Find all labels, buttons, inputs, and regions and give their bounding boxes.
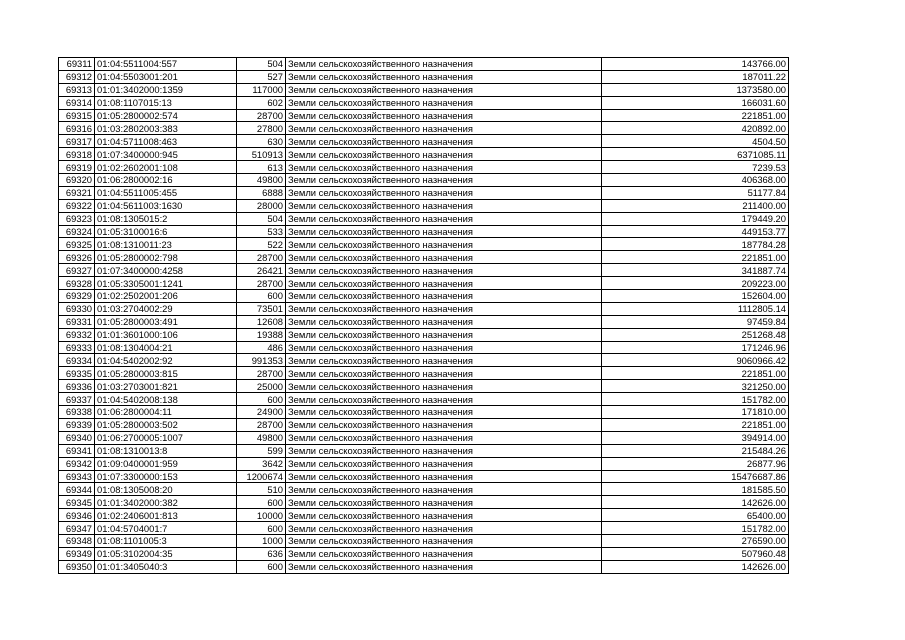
cadastral-value-cell: 1112805.14 bbox=[602, 302, 789, 315]
cadastral-number-cell: 01:03:2704002:29 bbox=[95, 302, 237, 315]
cadastral-value-cell: 187011.22 bbox=[602, 70, 789, 83]
row-number-cell: 69326 bbox=[59, 251, 95, 264]
table-row bbox=[59, 238, 789, 251]
row-number-cell: 69319 bbox=[59, 161, 95, 174]
area-cell: 527 bbox=[237, 70, 286, 83]
row-number-cell: 69336 bbox=[59, 380, 95, 393]
cadastral-value-cell: 221851.00 bbox=[602, 251, 789, 264]
cadastral-value-cell: 143766.00 bbox=[602, 58, 789, 71]
table-row bbox=[59, 522, 789, 535]
cadastral-number-cell: 01:07:3400000:4258 bbox=[95, 264, 237, 277]
row-number-cell: 69327 bbox=[59, 264, 95, 277]
land-category-cell: Земли сельскохозяйственного назначения bbox=[286, 522, 602, 535]
cadastral-number-cell: 01:04:5711008:463 bbox=[95, 135, 237, 148]
area-cell: 26421 bbox=[237, 264, 286, 277]
area-cell: 73501 bbox=[237, 302, 286, 315]
area-cell: 486 bbox=[237, 341, 286, 354]
land-category-cell: Земли сельскохозяйственного назначения bbox=[286, 264, 602, 277]
area-cell: 1200674 bbox=[237, 470, 286, 483]
cadastral-value-cell: 276590.00 bbox=[602, 534, 789, 547]
cadastral-value-cell: 181585.50 bbox=[602, 483, 789, 496]
land-category-cell: Земли сельскохозяйственного назначения bbox=[286, 122, 602, 135]
cadastral-number-cell: 01:05:2800002:574 bbox=[95, 109, 237, 122]
cadastral-number-cell: 01:04:5402008:138 bbox=[95, 393, 237, 406]
area-cell: 613 bbox=[237, 161, 286, 174]
area-cell: 49800 bbox=[237, 174, 286, 187]
area-cell: 10000 bbox=[237, 509, 286, 522]
table-row bbox=[59, 457, 789, 470]
table-row bbox=[59, 96, 789, 109]
cadastral-number-cell: 01:05:2800002:798 bbox=[95, 251, 237, 264]
cadastral-value-cell: 65400.00 bbox=[602, 509, 789, 522]
area-cell: 19388 bbox=[237, 328, 286, 341]
land-category-cell: Земли сельскохозяйственного назначения bbox=[286, 315, 602, 328]
cadastral-value-cell: 1373580.00 bbox=[602, 83, 789, 96]
row-number-cell: 69339 bbox=[59, 418, 95, 431]
cadastral-number-cell: 01:01:3601000:106 bbox=[95, 328, 237, 341]
table-row bbox=[59, 470, 789, 483]
table-row bbox=[59, 418, 789, 431]
area-cell: 600 bbox=[237, 496, 286, 509]
row-number-cell: 69317 bbox=[59, 135, 95, 148]
land-category-cell: Земли сельскохозяйственного назначения bbox=[286, 161, 602, 174]
land-category-cell: Земли сельскохозяйственного назначения bbox=[286, 251, 602, 264]
row-number-cell: 69316 bbox=[59, 122, 95, 135]
cadastral-number-cell: 01:07:3300000:153 bbox=[95, 470, 237, 483]
area-cell: 600 bbox=[237, 290, 286, 303]
land-category-cell: Земли сельскохозяйственного назначения bbox=[286, 238, 602, 251]
land-category-cell: Земли сельскохозяйственного назначения bbox=[286, 393, 602, 406]
row-number-cell: 69318 bbox=[59, 148, 95, 161]
cadastral-value-cell: 166031.60 bbox=[602, 96, 789, 109]
land-category-cell: Земли сельскохозяйственного назначения bbox=[286, 58, 602, 71]
table-row bbox=[59, 199, 789, 212]
land-category-cell: Земли сельскохозяйственного назначения bbox=[286, 406, 602, 419]
row-number-cell: 69342 bbox=[59, 457, 95, 470]
cadastral-number-cell: 01:06:2700005:1007 bbox=[95, 431, 237, 444]
area-cell: 117000 bbox=[237, 83, 286, 96]
cadastral-number-cell: 01:05:2800003:502 bbox=[95, 418, 237, 431]
row-number-cell: 69343 bbox=[59, 470, 95, 483]
area-cell: 991353 bbox=[237, 354, 286, 367]
table-row bbox=[59, 122, 789, 135]
cadastral-number-cell: 01:05:2800003:815 bbox=[95, 367, 237, 380]
cadastral-number-cell: 01:05:3102004:35 bbox=[95, 547, 237, 560]
land-category-cell: Земли сельскохозяйственного назначения bbox=[286, 199, 602, 212]
cadastral-value-cell: 406368.00 bbox=[602, 174, 789, 187]
row-number-cell: 69329 bbox=[59, 290, 95, 303]
row-number-cell: 69330 bbox=[59, 302, 95, 315]
table-row bbox=[59, 393, 789, 406]
cadastral-number-cell: 01:05:2800003:491 bbox=[95, 315, 237, 328]
cadastral-number-cell: 01:04:5402002:92 bbox=[95, 354, 237, 367]
land-category-cell: Земли сельскохозяйственного назначения bbox=[286, 483, 602, 496]
area-cell: 636 bbox=[237, 547, 286, 560]
table-row bbox=[59, 161, 789, 174]
row-number-cell: 69341 bbox=[59, 444, 95, 457]
area-cell: 600 bbox=[237, 560, 286, 573]
row-number-cell: 69344 bbox=[59, 483, 95, 496]
cadastral-value-cell: 221851.00 bbox=[602, 418, 789, 431]
row-number-cell: 69334 bbox=[59, 354, 95, 367]
cadastral-number-cell: 01:05:3100016:6 bbox=[95, 225, 237, 238]
row-number-cell: 69311 bbox=[59, 58, 95, 71]
table-row bbox=[59, 251, 789, 264]
table-row bbox=[59, 367, 789, 380]
cadastral-value-cell: 26877.96 bbox=[602, 457, 789, 470]
cadastral-number-cell: 01:08:1101005:3 bbox=[95, 534, 237, 547]
land-category-cell: Земли сельскохозяйственного назначения bbox=[286, 367, 602, 380]
land-category-cell: Земли сельскохозяйственного назначения bbox=[286, 457, 602, 470]
cadastral-value-cell: 4504.50 bbox=[602, 135, 789, 148]
row-number-cell: 69338 bbox=[59, 406, 95, 419]
area-cell: 510 bbox=[237, 483, 286, 496]
row-number-cell: 69320 bbox=[59, 174, 95, 187]
cadastral-value-cell: 6371085.11 bbox=[602, 148, 789, 161]
table-row bbox=[59, 560, 789, 573]
area-cell: 600 bbox=[237, 522, 286, 535]
cadastral-number-cell: 01:02:2602001:108 bbox=[95, 161, 237, 174]
table-row bbox=[59, 341, 789, 354]
row-number-cell: 69323 bbox=[59, 212, 95, 225]
land-category-cell: Земли сельскохозяйственного назначения bbox=[286, 212, 602, 225]
land-category-cell: Земли сельскохозяйственного назначения bbox=[286, 290, 602, 303]
area-cell: 12608 bbox=[237, 315, 286, 328]
cadastral-value-cell: 179449.20 bbox=[602, 212, 789, 225]
cadastral-value-cell: 394914.00 bbox=[602, 431, 789, 444]
cadastral-value-cell: 507960.48 bbox=[602, 547, 789, 560]
area-cell: 28700 bbox=[237, 277, 286, 290]
table-row bbox=[59, 83, 789, 96]
cadastral-value-cell: 142626.00 bbox=[602, 496, 789, 509]
land-category-cell: Земли сельскохозяйственного назначения bbox=[286, 341, 602, 354]
table-row bbox=[59, 444, 789, 457]
row-number-cell: 69345 bbox=[59, 496, 95, 509]
cadastral-value-cell: 97459.84 bbox=[602, 315, 789, 328]
table-row bbox=[59, 302, 789, 315]
land-registry-table bbox=[58, 57, 789, 574]
table-row bbox=[59, 70, 789, 83]
area-cell: 602 bbox=[237, 96, 286, 109]
cadastral-value-cell: 449153.77 bbox=[602, 225, 789, 238]
table-row bbox=[59, 406, 789, 419]
land-category-cell: Земли сельскохозяйственного назначения bbox=[286, 418, 602, 431]
area-cell: 533 bbox=[237, 225, 286, 238]
cadastral-number-cell: 01:03:2703001:821 bbox=[95, 380, 237, 393]
cadastral-number-cell: 01:06:2800002:16 bbox=[95, 174, 237, 187]
cadastral-value-cell: 251268.48 bbox=[602, 328, 789, 341]
row-number-cell: 69349 bbox=[59, 547, 95, 560]
row-number-cell: 69348 bbox=[59, 534, 95, 547]
area-cell: 3642 bbox=[237, 457, 286, 470]
cadastral-value-cell: 7239.53 bbox=[602, 161, 789, 174]
cadastral-value-cell: 151782.00 bbox=[602, 522, 789, 535]
cadastral-value-cell: 187784.28 bbox=[602, 238, 789, 251]
area-cell: 28700 bbox=[237, 251, 286, 264]
table-row bbox=[59, 148, 789, 161]
cadastral-number-cell: 01:08:1310011:23 bbox=[95, 238, 237, 251]
cadastral-value-cell: 215484.26 bbox=[602, 444, 789, 457]
area-cell: 599 bbox=[237, 444, 286, 457]
land-category-cell: Земли сельскохозяйственного назначения bbox=[286, 148, 602, 161]
area-cell: 6888 bbox=[237, 186, 286, 199]
table-row bbox=[59, 328, 789, 341]
land-category-cell: Земли сельскохозяйственного назначения bbox=[286, 380, 602, 393]
area-cell: 504 bbox=[237, 212, 286, 225]
land-category-cell: Земли сельскохозяйственного назначения bbox=[286, 109, 602, 122]
row-number-cell: 69324 bbox=[59, 225, 95, 238]
table-row bbox=[59, 509, 789, 522]
row-number-cell: 69313 bbox=[59, 83, 95, 96]
row-number-cell: 69333 bbox=[59, 341, 95, 354]
cadastral-number-cell: 01:06:2800004:11 bbox=[95, 406, 237, 419]
table-row bbox=[59, 431, 789, 444]
row-number-cell: 69332 bbox=[59, 328, 95, 341]
table-row bbox=[59, 483, 789, 496]
cadastral-number-cell: 01:04:5503001:201 bbox=[95, 70, 237, 83]
cadastral-value-cell: 142626.00 bbox=[602, 560, 789, 573]
land-category-cell: Земли сельскохозяйственного назначения bbox=[286, 328, 602, 341]
table-row bbox=[59, 380, 789, 393]
row-number-cell: 69315 bbox=[59, 109, 95, 122]
table-row bbox=[59, 354, 789, 367]
cadastral-number-cell: 01:03:2802003:383 bbox=[95, 122, 237, 135]
land-category-cell: Земли сельскохозяйственного назначения bbox=[286, 547, 602, 560]
cadastral-value-cell: 341887.74 bbox=[602, 264, 789, 277]
table-row bbox=[59, 58, 789, 71]
cadastral-number-cell: 01:08:1310013:8 bbox=[95, 444, 237, 457]
land-category-cell: Земли сельскохозяйственного назначения bbox=[286, 225, 602, 238]
area-cell: 28700 bbox=[237, 418, 286, 431]
row-number-cell: 69322 bbox=[59, 199, 95, 212]
cadastral-number-cell: 01:08:1304004:21 bbox=[95, 341, 237, 354]
row-number-cell: 69350 bbox=[59, 560, 95, 573]
area-cell: 522 bbox=[237, 238, 286, 251]
cadastral-value-cell: 321250.00 bbox=[602, 380, 789, 393]
row-number-cell: 69328 bbox=[59, 277, 95, 290]
row-number-cell: 69346 bbox=[59, 509, 95, 522]
cadastral-number-cell: 01:07:3400000:945 bbox=[95, 148, 237, 161]
cadastral-value-cell: 221851.00 bbox=[602, 109, 789, 122]
cadastral-value-cell: 51177.84 bbox=[602, 186, 789, 199]
cadastral-value-cell: 15476687.86 bbox=[602, 470, 789, 483]
land-category-cell: Земли сельскохозяйственного назначения bbox=[286, 354, 602, 367]
table-row bbox=[59, 290, 789, 303]
land-category-cell: Земли сельскохозяйственного назначения bbox=[286, 135, 602, 148]
land-category-cell: Земли сельскохозяйственного назначения bbox=[286, 302, 602, 315]
area-cell: 504 bbox=[237, 58, 286, 71]
cadastral-value-cell: 171810.00 bbox=[602, 406, 789, 419]
cadastral-value-cell: 9060966.42 bbox=[602, 354, 789, 367]
cadastral-number-cell: 01:04:5511005:455 bbox=[95, 186, 237, 199]
land-category-cell: Земли сельскохозяйственного назначения bbox=[286, 496, 602, 509]
land-category-cell: Земли сельскохозяйственного назначения bbox=[286, 174, 602, 187]
area-cell: 28700 bbox=[237, 109, 286, 122]
cadastral-value-cell: 420892.00 bbox=[602, 122, 789, 135]
row-number-cell: 69314 bbox=[59, 96, 95, 109]
land-category-cell: Земли сельскохозяйственного назначения bbox=[286, 431, 602, 444]
land-category-cell: Земли сельскохозяйственного назначения bbox=[286, 96, 602, 109]
cadastral-number-cell: 01:04:5704001:7 bbox=[95, 522, 237, 535]
area-cell: 630 bbox=[237, 135, 286, 148]
table-row bbox=[59, 225, 789, 238]
row-number-cell: 69347 bbox=[59, 522, 95, 535]
area-cell: 49800 bbox=[237, 431, 286, 444]
area-cell: 1000 bbox=[237, 534, 286, 547]
area-cell: 25000 bbox=[237, 380, 286, 393]
cadastral-number-cell: 01:04:5611003:1630 bbox=[95, 199, 237, 212]
land-category-cell: Земли сельскохозяйственного назначения bbox=[286, 470, 602, 483]
cadastral-number-cell: 01:08:1305015:2 bbox=[95, 212, 237, 225]
cadastral-number-cell: 01:08:1305008:20 bbox=[95, 483, 237, 496]
cadastral-number-cell: 01:01:3402000:382 bbox=[95, 496, 237, 509]
land-category-cell: Земли сельскохозяйственного назначения bbox=[286, 83, 602, 96]
table-row bbox=[59, 174, 789, 187]
row-number-cell: 69337 bbox=[59, 393, 95, 406]
land-category-cell: Земли сельскохозяйственного назначения bbox=[286, 186, 602, 199]
table-row bbox=[59, 496, 789, 509]
row-number-cell: 69340 bbox=[59, 431, 95, 444]
table-row bbox=[59, 212, 789, 225]
land-category-cell: Земли сельскохозяйственного назначения bbox=[286, 70, 602, 83]
table-row bbox=[59, 109, 789, 122]
cadastral-value-cell: 151782.00 bbox=[602, 393, 789, 406]
cadastral-number-cell: 01:02:2502001:206 bbox=[95, 290, 237, 303]
table-body bbox=[59, 58, 789, 574]
cadastral-number-cell: 01:09:0400001:959 bbox=[95, 457, 237, 470]
area-cell: 510913 bbox=[237, 148, 286, 161]
area-cell: 28700 bbox=[237, 367, 286, 380]
row-number-cell: 69331 bbox=[59, 315, 95, 328]
land-category-cell: Земли сельскохозяйственного назначения bbox=[286, 277, 602, 290]
cadastral-value-cell: 211400.00 bbox=[602, 199, 789, 212]
cadastral-number-cell: 01:01:3402000:1359 bbox=[95, 83, 237, 96]
land-category-cell: Земли сельскохозяйственного назначения bbox=[286, 444, 602, 457]
table-row bbox=[59, 547, 789, 560]
cadastral-value-cell: 209223.00 bbox=[602, 277, 789, 290]
table-row bbox=[59, 135, 789, 148]
cadastral-number-cell: 01:04:5511004:557 bbox=[95, 58, 237, 71]
cadastral-value-cell: 221851.00 bbox=[602, 367, 789, 380]
area-cell: 28000 bbox=[237, 199, 286, 212]
cadastral-value-cell: 171246.96 bbox=[602, 341, 789, 354]
row-number-cell: 69312 bbox=[59, 70, 95, 83]
land-category-cell: Земли сельскохозяйственного назначения bbox=[286, 560, 602, 573]
table-row bbox=[59, 186, 789, 199]
area-cell: 600 bbox=[237, 393, 286, 406]
row-number-cell: 69321 bbox=[59, 186, 95, 199]
area-cell: 27800 bbox=[237, 122, 286, 135]
row-number-cell: 69335 bbox=[59, 367, 95, 380]
cadastral-number-cell: 01:02:2406001:813 bbox=[95, 509, 237, 522]
cadastral-number-cell: 01:05:3305001:1241 bbox=[95, 277, 237, 290]
table-row bbox=[59, 315, 789, 328]
cadastral-value-cell: 152604.00 bbox=[602, 290, 789, 303]
area-cell: 24900 bbox=[237, 406, 286, 419]
table-row bbox=[59, 264, 789, 277]
table-row bbox=[59, 277, 789, 290]
land-category-cell: Земли сельскохозяйственного назначения bbox=[286, 509, 602, 522]
cadastral-number-cell: 01:01:3405040:3 bbox=[95, 560, 237, 573]
cadastral-number-cell: 01:08:1107015:13 bbox=[95, 96, 237, 109]
land-category-cell: Земли сельскохозяйственного назначения bbox=[286, 534, 602, 547]
table-row bbox=[59, 534, 789, 547]
row-number-cell: 69325 bbox=[59, 238, 95, 251]
